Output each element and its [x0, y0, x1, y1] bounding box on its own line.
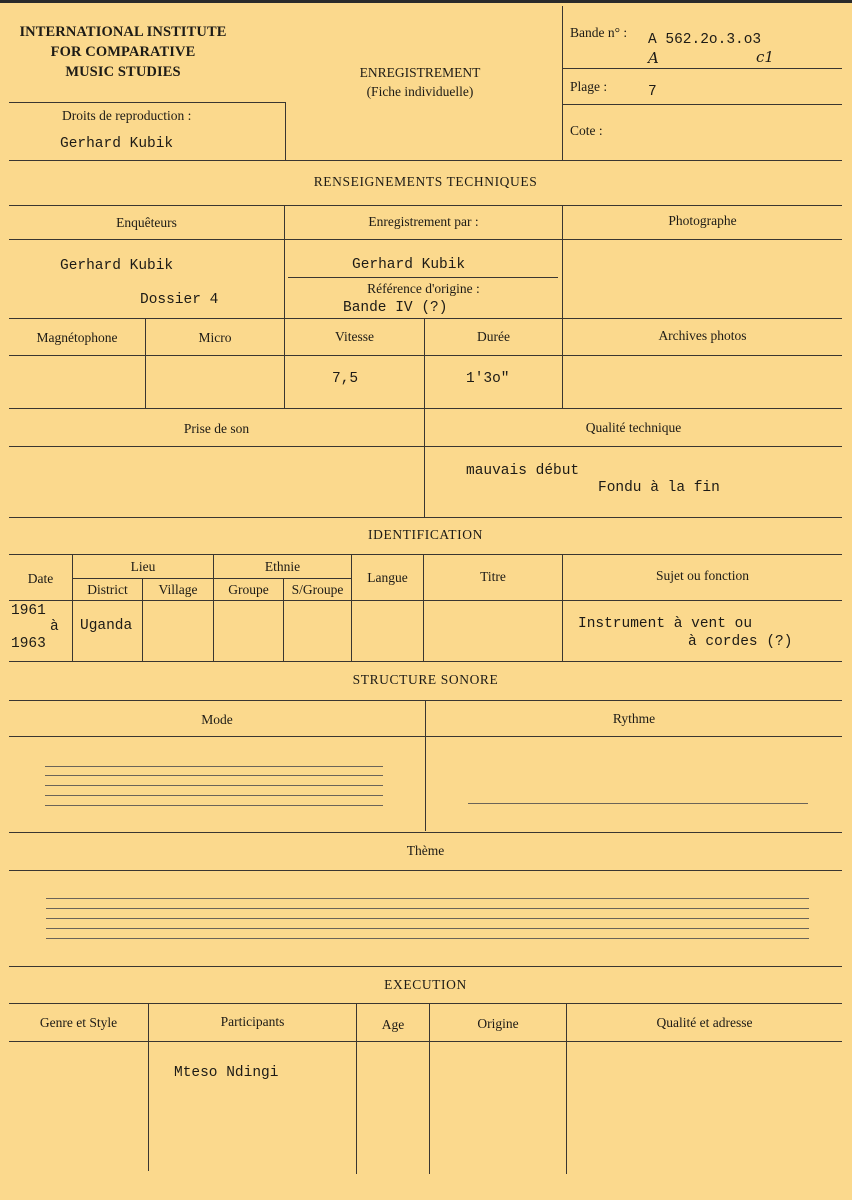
enregistrement-label: Enregistrement par : [368, 214, 479, 229]
village-label: Village [158, 582, 198, 597]
titre-label: Titre [480, 569, 506, 584]
header-right-divider [562, 6, 563, 160]
identification-title-rule [9, 554, 842, 555]
rights-value: Gerhard Kubik [60, 136, 174, 152]
theme-writing-line-4 [46, 928, 809, 929]
qualite-technique-label: Qualité technique [585, 420, 682, 435]
theme-header-rule [9, 870, 842, 871]
qualite-note-line-2: Fondu à la fin [598, 480, 720, 496]
lieu-subheader-rule [73, 578, 213, 579]
date-value-end: 1963 [11, 636, 46, 652]
equipment-bottom-rule [9, 408, 842, 409]
reference-value: Bande IV (?) [343, 300, 448, 316]
ethnie-subheader-rule [214, 578, 351, 579]
genre-style-label: Genre et Style [39, 1015, 118, 1030]
age-label: Age [381, 1017, 405, 1032]
archives-label: Archives photos [658, 328, 747, 343]
technical-title-rule [9, 205, 842, 206]
institute-name-line-2: FOR COMPARATIVE [50, 44, 196, 60]
bande-value: A 562.2o.3.o3 [648, 32, 762, 48]
mode-writing-line-2 [45, 775, 383, 776]
theme-bottom-rule [9, 966, 842, 967]
district-value: Uganda [80, 618, 133, 634]
sgroupe-label: S/Groupe [291, 582, 344, 597]
duree-label: Durée [477, 329, 510, 344]
qualite-adresse-label: Qualité et adresse [656, 1015, 753, 1030]
langue-label: Langue [367, 570, 408, 585]
enqueteurs-label: Enquêteurs [116, 215, 177, 230]
rights-box-top [9, 102, 286, 103]
institute-name-line-1: INTERNATIONAL INSTITUTE [19, 24, 227, 40]
identification-bottom-rule [9, 661, 842, 662]
mode-writing-line-4 [45, 795, 383, 796]
origine-label: Origine [477, 1016, 519, 1031]
groupe-label: Groupe [228, 582, 269, 597]
equipment-header-rule [9, 355, 842, 356]
identification-section-title: IDENTIFICATION [368, 527, 483, 542]
cote-label: Cote : [570, 123, 603, 138]
bande-label: Bande n° : [570, 25, 628, 40]
ethnie-label: Ethnie [264, 559, 301, 574]
date-value-separator: à [50, 619, 59, 635]
sujet-value-line-1: Instrument à vent ou [578, 616, 753, 632]
sujet-value-line-2: à cordes (?) [688, 634, 793, 650]
vitesse-value: 7,5 [332, 371, 359, 387]
participant-value: Mteso Ndingi [174, 1065, 279, 1081]
execution-header-rule [9, 1041, 842, 1042]
theme-writing-line-5 [46, 938, 809, 939]
theme-writing-line-2 [46, 908, 809, 909]
identification-header-rule [9, 600, 842, 601]
technical-section-title: RENSEIGNEMENTS TECHNIQUES [313, 174, 538, 189]
prise-header-rule [9, 446, 842, 447]
qualite-note-line-1: mauvais début [466, 463, 580, 479]
document-title: ENREGISTREMENT [359, 65, 481, 80]
mode-label: Mode [201, 712, 233, 727]
theme-label: Thème [406, 843, 445, 858]
technical-row-1-bottom [9, 318, 842, 319]
document-subtitle: (Fiche individuelle) [366, 84, 474, 99]
participants-label: Participants [220, 1014, 285, 1029]
header-bottom-rule [9, 160, 842, 161]
district-label: District [87, 582, 128, 597]
mode-writing-line-5 [45, 805, 383, 806]
enqueteurs-value: Gerhard Kubik [60, 258, 174, 274]
duree-value: 1'3o" [466, 371, 510, 387]
rythme-writing-line [468, 803, 808, 804]
bande-handwritten-c1: c1 [756, 48, 774, 66]
institute-name-line-3: MUSIC STUDIES [65, 64, 181, 80]
prise-de-son-label: Prise de son [183, 421, 250, 436]
plage-value: 7 [648, 84, 657, 100]
rights-box-divider [285, 102, 286, 160]
structure-bottom-rule [9, 832, 842, 833]
enregistrement-value: Gerhard Kubik [352, 257, 466, 273]
vitesse-label: Vitesse [335, 329, 374, 344]
magnetophone-label: Magnétophone [36, 330, 118, 345]
structure-section-title: STRUCTURE SONORE [352, 672, 499, 687]
micro-label: Micro [198, 330, 232, 345]
bande-line [563, 68, 842, 69]
reference-divider [288, 277, 558, 278]
dossier-value: Dossier 4 [140, 292, 219, 308]
bande-handwritten-a: A [648, 49, 659, 67]
lieu-label: Lieu [130, 559, 156, 574]
photographe-label: Photographe [668, 213, 737, 228]
plage-line [563, 104, 842, 105]
mode-header-rule [9, 736, 842, 737]
rythme-label: Rythme [612, 711, 656, 726]
sujet-label: Sujet ou fonction [656, 568, 749, 583]
plage-label: Plage : [570, 79, 608, 94]
technical-header-rule [9, 239, 842, 240]
theme-writing-line-3 [46, 918, 809, 919]
execution-title-rule [9, 1003, 842, 1004]
date-value-start: 1961 [11, 603, 46, 619]
execution-section-title: EXECUTION [384, 977, 467, 992]
theme-writing-line-1 [46, 898, 809, 899]
technical-bottom-rule [9, 517, 842, 518]
mode-writing-line-1 [45, 766, 383, 767]
rights-label: Droits de reproduction : [62, 108, 192, 123]
date-label: Date [27, 571, 54, 586]
reference-label: Référence d'origine : [367, 281, 480, 296]
mode-writing-line-3 [45, 785, 383, 786]
